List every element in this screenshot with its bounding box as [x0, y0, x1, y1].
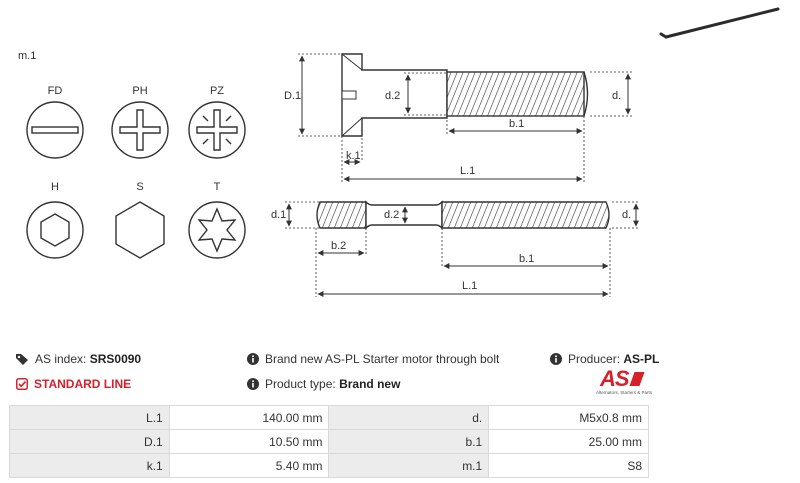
product-type	[247, 377, 400, 391]
spec-label: m.1	[329, 454, 489, 478]
head-label-h: H	[51, 181, 59, 193]
dim-label-b2: b.2	[331, 240, 347, 252]
product-type-value: Brand new	[339, 377, 401, 391]
dim-label-k1: k.1	[346, 150, 361, 162]
producer-label: Producer:	[568, 352, 621, 366]
info-icon	[247, 378, 259, 390]
dim-label-d2-bottom: d.2	[384, 209, 400, 221]
head-label-s: S	[136, 181, 144, 193]
product-thumbnail	[661, 9, 778, 37]
table-row	[10, 406, 649, 430]
dim-label-d-bottom: d.	[622, 209, 632, 221]
producer	[550, 352, 659, 366]
dim-label-d2-top: d.2	[385, 90, 401, 102]
checkbox-icon	[16, 378, 28, 390]
info-icon	[247, 353, 259, 365]
dim-label-b1-bottom: b.1	[519, 253, 535, 265]
dim-label-d-top: d.	[612, 90, 622, 102]
spec-label: D.1	[10, 430, 170, 454]
tag-icon	[16, 353, 29, 365]
spec-label: L.1	[10, 406, 170, 430]
logo-tagline: Alternators, Starters & Parts	[596, 390, 653, 395]
producer-value: AS-PL	[623, 352, 660, 366]
dim-label-L1-top: L.1	[460, 165, 476, 177]
pozidriv-head-icon	[189, 102, 245, 158]
spec-label: b.1	[329, 430, 489, 454]
spec-value: M5x0.8 mm	[489, 406, 649, 430]
head-types	[27, 85, 245, 258]
dim-label-b1-top: b.1	[509, 118, 525, 130]
product-type-label: Product type:	[265, 377, 336, 391]
info-icon	[550, 353, 562, 365]
as-index-label: AS index:	[35, 352, 87, 366]
table-row	[10, 454, 649, 478]
dim-label-d1-bottom: d.1	[271, 209, 287, 221]
dim-label-L1-bottom: L.1	[462, 280, 478, 292]
m-label: m.1	[18, 50, 37, 62]
spec-label: d.	[329, 406, 489, 430]
head-label-t: T	[213, 181, 221, 193]
top-bolt-drawing	[284, 54, 632, 184]
spec-value: 25.00 mm	[489, 430, 649, 454]
slotted-head-icon	[27, 102, 83, 158]
description-text: Brand new AS-PL Starter motor through bolt	[265, 352, 500, 366]
dim-label-D1: D.1	[284, 90, 302, 102]
head-label-pz: PZ	[209, 85, 225, 97]
standard-line-text: STANDARD LINE	[34, 377, 132, 391]
head-label-ph: PH	[132, 85, 148, 97]
spec-label: k.1	[10, 454, 170, 478]
logo-text: AS	[600, 366, 629, 391]
standard-line	[16, 377, 131, 391]
spec-value: S8	[489, 454, 649, 478]
phillips-head-icon	[112, 102, 168, 158]
description	[247, 352, 499, 366]
spec-value: 10.50 mm	[169, 430, 329, 454]
as-index	[16, 352, 141, 366]
hex-head-icon	[116, 202, 164, 258]
logo-swoosh	[629, 372, 644, 386]
as-index-value: SRS0090	[89, 352, 142, 366]
head-label-fd: FD	[47, 85, 63, 97]
torx-head-icon	[189, 202, 245, 258]
hex-socket-head-icon	[27, 202, 83, 258]
as-pl-logo	[596, 368, 656, 398]
spec-value: 5.40 mm	[169, 454, 329, 478]
specs-table	[9, 405, 649, 478]
table-row	[10, 430, 649, 454]
bottom-bolt-drawing	[271, 202, 640, 297]
spec-value: 140.00 mm	[169, 406, 329, 430]
